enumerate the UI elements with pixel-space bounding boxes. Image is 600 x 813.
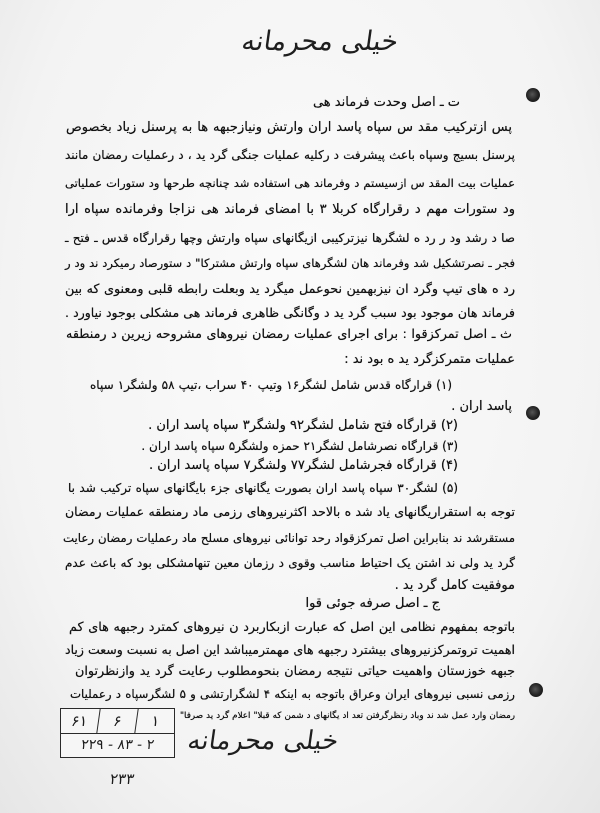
body-line-text: فجر ـ نصرتشکیل شد وفرماند هان لشگرهای سپاه وارتش مشترکا" د ستورصاد رمیکرد ند ود ر [65,256,515,270]
body-line [180,706,515,726]
body-line [65,280,515,300]
body-line-text: رد ه های تیپ وگرد ان نیزبهمین نحوعمل میگرد ید وبعلت رابطه قلبی ومعنوی که بین [65,282,515,297]
section-heading-text: ث ـ اصل تمرکزقوا : برای اجرای عملیات رمضان نیروهای مشروحه زیرین د رمنطقه [66,327,512,342]
stamp-cell: ۱ [150,712,161,730]
body-line [63,528,515,548]
list-item-text: (۴) قرارگاه فجرشامل لشگر۷۷ ولشگر۷ سپاه پاسد اران . [149,458,458,473]
body-line [65,553,515,573]
body-line [65,228,515,248]
section-heading [66,325,512,345]
body-line [65,200,515,220]
list-item-text: (۲) قرارگاه فتح شامل لشگر۹۲ ولشگر۳ سپاه پاسد اران . [148,418,458,433]
body-line-text: ود ستورات مهم د رقرارگاه کربلا ۳ با امضای فرماند هی نزاجا وفرمانده سپاه ارا [65,202,515,217]
body-line [295,350,515,370]
stamp-cell: ۶۱ [59,709,100,733]
list-item-text: پاسد اران . [451,399,512,414]
body-line [65,145,515,165]
body-line-text: جبهه خوزستان واهمیت حیاتی نتیجه رمضان بنحومطلوب رعایت گرد ید وازنظرتوان [75,664,515,679]
body-line [75,662,515,682]
list-item [68,478,458,498]
body-line-text: گرد ید ولی ند اشتن یک احتیاط مناسب وقوی د رزمان معین تنهامشکلی بود که باعث عدم [65,556,515,570]
body-line [69,618,515,638]
body-line-text: مستقرشد ند بنابراین اصل تمرکزقواد رحد توانائی نیروهای مسلح ماد رعملیات رمضان رعایت [63,531,515,545]
classification-mark-bottom: خیلی محرمانه [185,726,341,756]
section-heading [240,594,440,614]
list-item-continuation [362,397,512,417]
section-heading-text: ت ـ اصل وحدت فرماند هی [312,95,460,110]
body-line-text: عملیات بیت المقد س ازسیستم د وفرماند هی استفاده شد چنانچه طرحها ود ستورات عملیاتی [65,176,515,190]
stamp-row-bottom: ۲۲۹ - ۸۳ - ۲ [79,737,156,753]
body-line [65,502,515,522]
body-line-text: رمضان وارد عمل شد ند وباد رنظرگرفتن تعد اد یگانهای د شمن که قبلا" اعلام گرد ید صرفا" [180,711,515,721]
body-line [70,684,515,704]
classification-mark-top: خیلی محرمانه [239,26,401,57]
body-line-text: صا د رشد ود ر رد ه لشگرها نیزترکیبی ازیگانهای سپاه وارتش وچها رقرارگاه قدس ـ فتح ـ [65,231,515,245]
body-line [65,303,515,323]
registry-stamp [60,708,175,758]
list-item [90,375,452,395]
body-line-text: عملیات متمرکزگرد ید ه بود ند : [344,352,515,367]
body-line-text: پس ازترکیب مقد س سپاه پاسد اران وارتش ونیازجبهه ها به پرسنل زیاد بخصوص [66,120,512,135]
body-line [65,173,515,193]
list-item [138,456,458,476]
body-line-text: توجه به استقراریگانهای یاد شد ه بالاحد اکثرنیروهای رزمی ماد رمنطقه عملیات رمضان [65,504,515,519]
list-item-text: (۳) قرارگاه نصرشامل لشگر۲۱ حمزه ولشگر۵ سپاه پاسد اران . [141,439,458,453]
body-line [66,118,512,138]
list-item [138,436,458,456]
body-line-text: رزمی نسبی نیروهای ایران وعراق باتوجه به اینکه ۴ لشگرارتشی و ۵ لشگرسپاه د رعملیات [69,687,515,701]
body-line [65,640,515,660]
list-item [138,416,458,436]
body-line-text: موفقیت کامل گرد ید . [394,578,515,593]
stamp-row-top [61,709,174,734]
body-line-text: پرسنل بسیج وسپاه باعث پیشرفت د رکلیه عملیات جنگی گرد ید ، د رعملیات رمضان مانند [65,148,515,162]
body-line-text: فرماند هان موجود بود سبب گرد ید د وگانگی ظاهری فرماند هی مشکلی بوجود نیاورد . [65,305,515,320]
list-item-text: (۱) قرارگاه قدس شامل لشگر۱۶ وتیپ ۴۰ سراب ،تیپ ۵۸ ولشگر۱ سپاه [90,378,452,392]
section-heading [200,93,460,113]
section-heading-text: ج ـ اصل صرفه جوئی قوا [305,596,440,611]
body-line [315,576,515,596]
punch-hole [526,406,540,420]
list-item-text: (۵) لشگر۳۰ سپاه پاسد اران بصورت یگانهای جزء بایگانهای سپاه ترکیب شد با [68,481,458,495]
body-line-text: اهمیت تروتمرکزنیروهای بیشترد رجبهه های مهمترمیباشد این اصل به نسبت وسعت زیاد [65,642,515,657]
body-line-text: باتوجه بمفهوم نظامی این اصل که عبارت ازبکاربرد ن نیروهای کمترد رجبهه های کم [69,620,515,635]
stamp-cell: ۶ [97,709,138,733]
punch-hole [526,88,540,102]
punch-hole [529,683,543,697]
body-line [65,253,515,273]
page-number: ۲۳۳ [108,770,136,788]
